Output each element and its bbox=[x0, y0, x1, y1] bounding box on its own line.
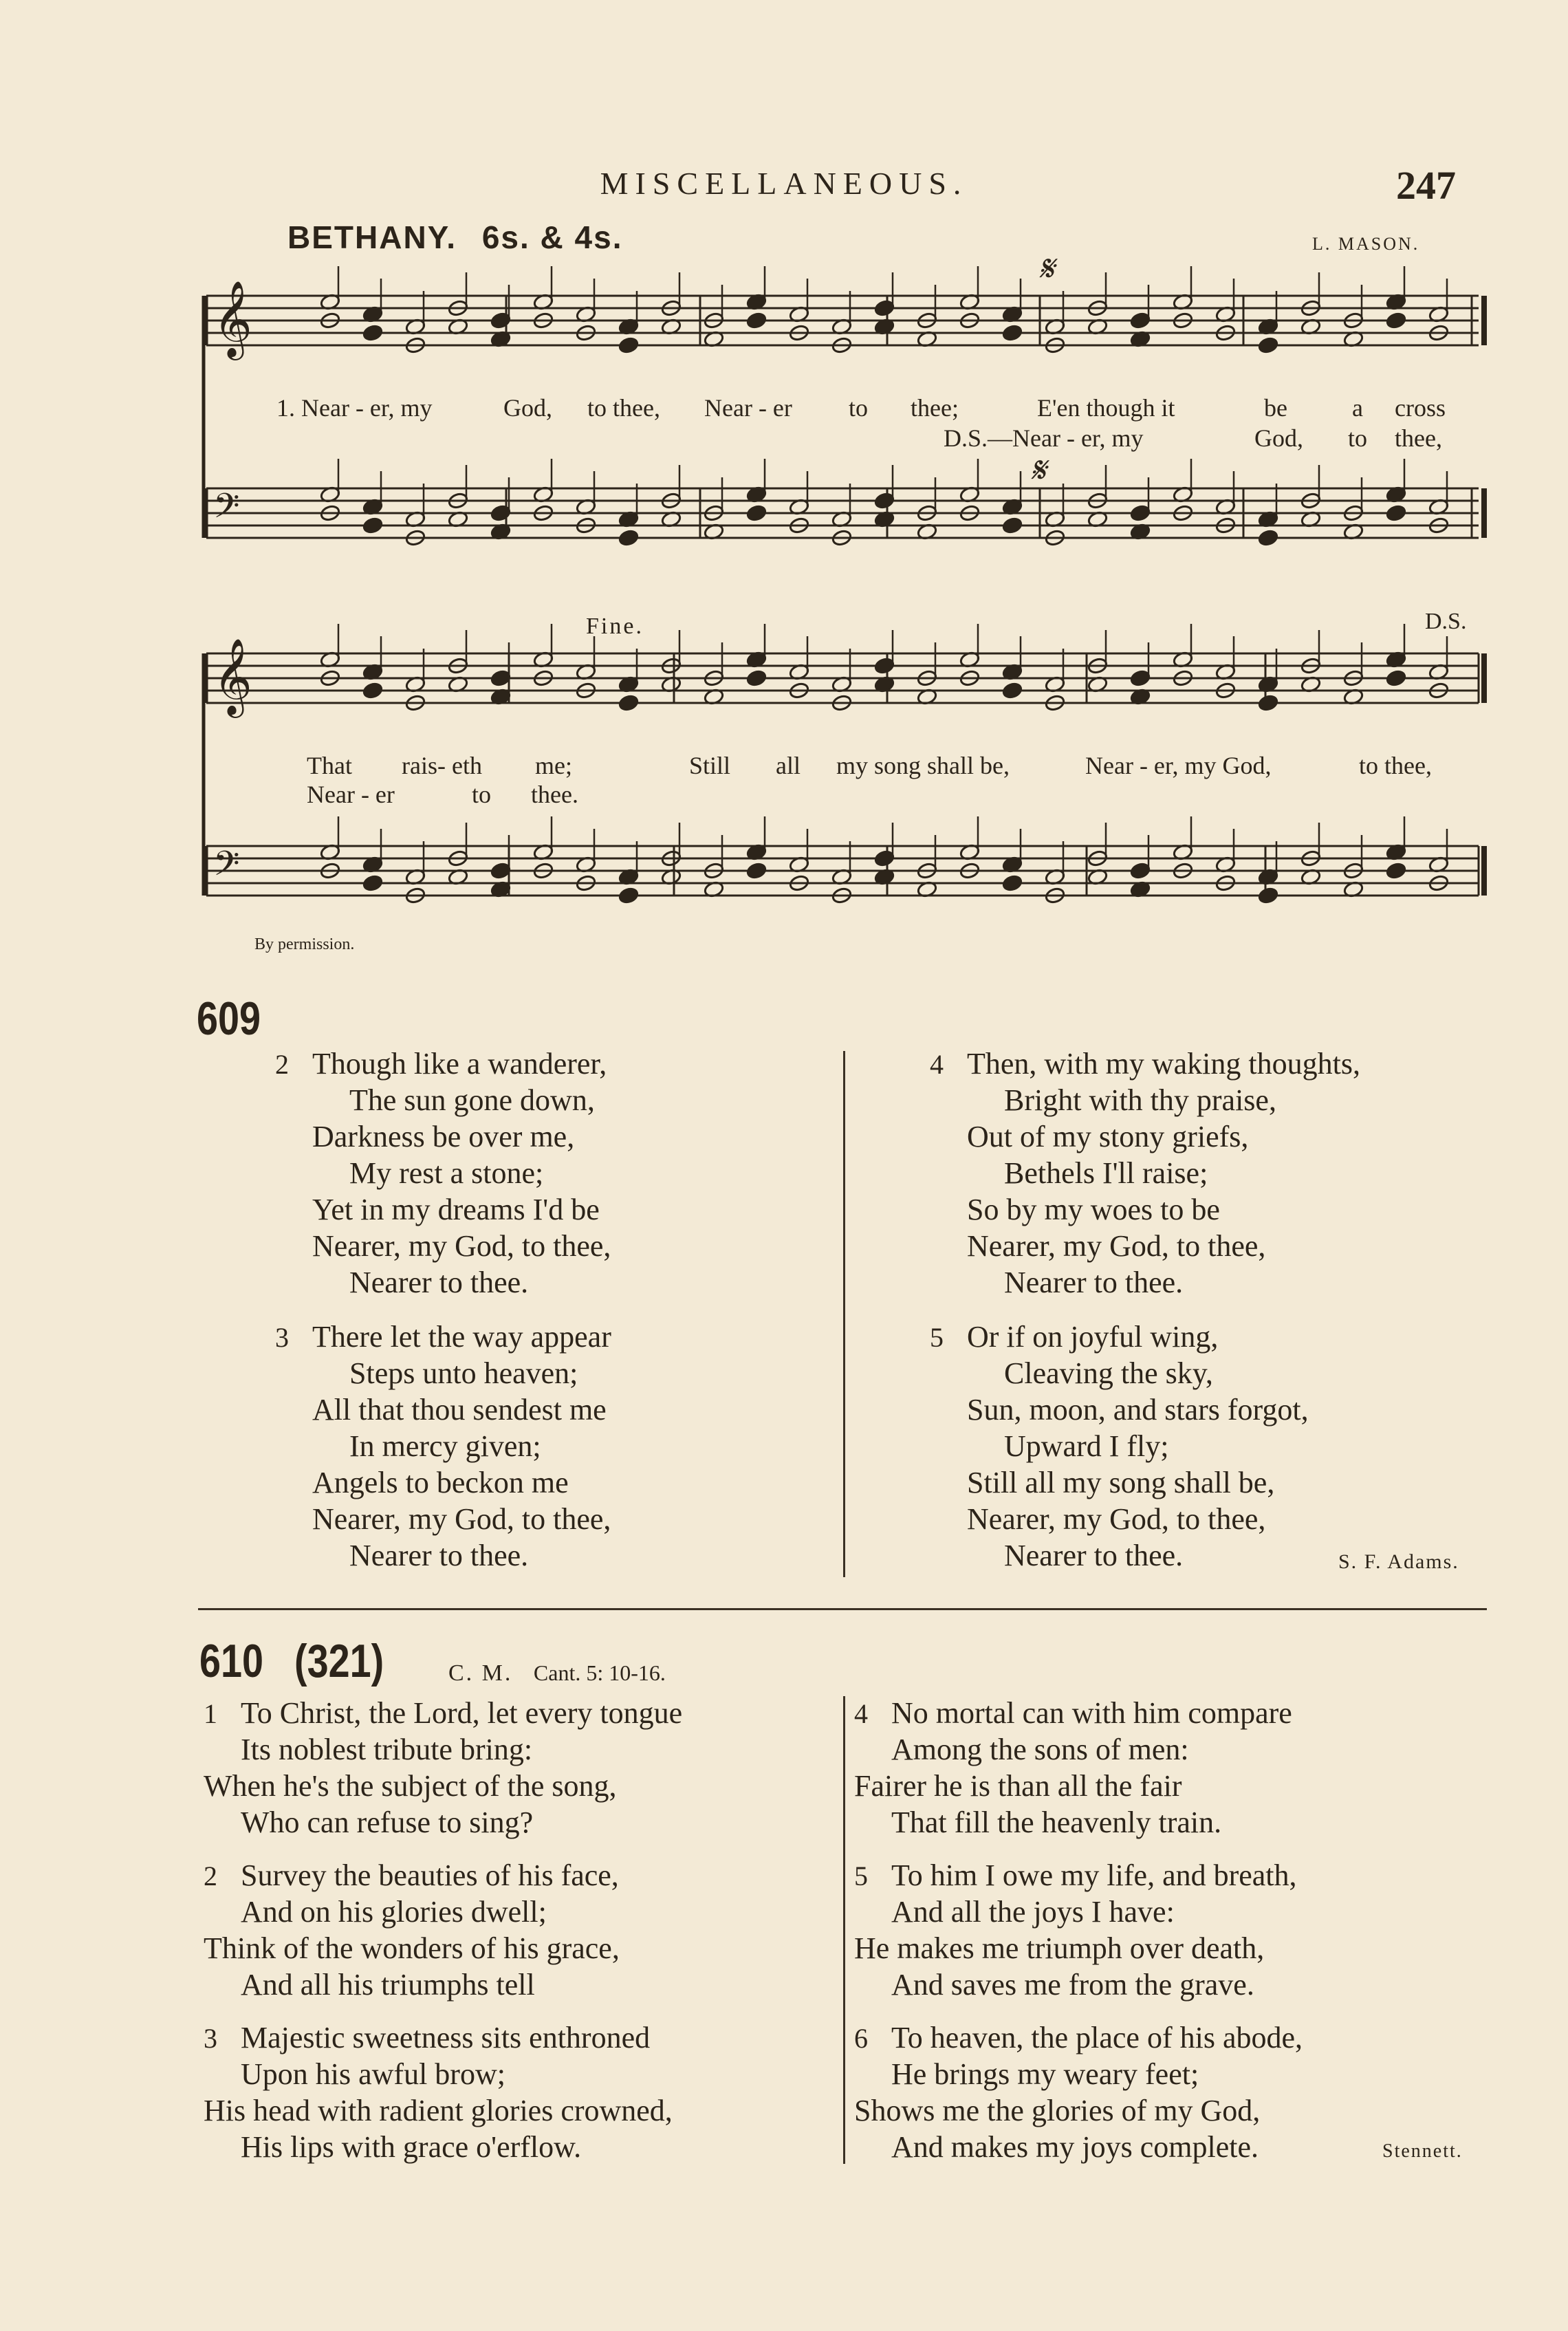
hymn-610-author: Stennett. bbox=[1382, 2140, 1463, 2162]
stanza-line: Nearer, my God, to thee, bbox=[967, 1502, 1266, 1536]
stanza-line: Nearer to thee. bbox=[349, 1539, 529, 1572]
note-icon bbox=[362, 324, 384, 342]
note-icon bbox=[362, 874, 384, 892]
stanza-line: Fairer he is than all the fair bbox=[854, 1769, 1182, 1803]
note-icon bbox=[1002, 682, 1023, 700]
hymn-609-stanza-3 bbox=[275, 1319, 611, 1574]
stanza-line: Survey the beauties of his face, bbox=[241, 1858, 619, 1892]
scripture-ref: Cant. 5: 10-16. bbox=[533, 1660, 666, 1685]
stanza-line: Shows me the glories of my God, bbox=[854, 2094, 1261, 2127]
stanza-line: So by my woes to be bbox=[967, 1193, 1220, 1226]
note-icon bbox=[1258, 694, 1279, 712]
stanza-line: His lips with grace o'erflow. bbox=[241, 2130, 582, 2164]
stanza-line: Bright with thy praise, bbox=[1004, 1083, 1276, 1117]
note-icon bbox=[1130, 504, 1151, 522]
hymn-609-stanza-4 bbox=[930, 1045, 1360, 1301]
stanza-line: His head with radient glories crowned, bbox=[204, 2094, 673, 2127]
hymn-609-author: S. F. Adams. bbox=[1338, 1550, 1459, 1573]
tune-name: BETHANY. bbox=[287, 219, 457, 255]
note-icon bbox=[362, 517, 384, 534]
hymn-610-stanza-2 bbox=[204, 1857, 620, 2003]
tune-meter: 6s. & 4s. bbox=[481, 219, 623, 255]
note-icon bbox=[618, 336, 640, 354]
segno-mark: 𝄋 bbox=[1038, 250, 1054, 289]
stanza-line: Nearer, my God, to thee, bbox=[967, 1229, 1266, 1263]
note-icon bbox=[1386, 669, 1407, 687]
lyric-s1-9: a bbox=[1352, 394, 1363, 422]
note-icon bbox=[746, 504, 767, 522]
note-icon bbox=[874, 849, 895, 867]
stanza-line: Among the sons of men: bbox=[891, 1733, 1189, 1766]
lyric-s2-4: Still bbox=[689, 752, 731, 779]
stanza-number: 5 bbox=[854, 1861, 868, 1891]
hymn-609-stanza-5 bbox=[930, 1319, 1309, 1574]
column-divider-610 bbox=[843, 1696, 845, 2164]
music-score bbox=[0, 0, 1568, 977]
tune-composer: L. MASON. bbox=[1312, 234, 1420, 254]
stanza-line: Nearer to thee. bbox=[1004, 1539, 1184, 1572]
lyric-s2-3: me; bbox=[535, 752, 572, 779]
bass-clef-icon: 𝄢 bbox=[213, 486, 240, 534]
section-title: MISCELLANEOUS. bbox=[600, 166, 968, 201]
segno-mark-bass: 𝄋 bbox=[1030, 451, 1046, 490]
stanza-line: Steps unto heaven; bbox=[349, 1356, 578, 1390]
hymn-609-number: 609 bbox=[197, 993, 261, 1045]
stanza-number: 4 bbox=[854, 1698, 868, 1729]
hymn-separator bbox=[198, 1608, 1487, 1610]
note-icon bbox=[618, 887, 640, 904]
note-icon bbox=[1258, 529, 1279, 547]
stanza-line: Bethels I'll raise; bbox=[1004, 1156, 1208, 1190]
lyric-s1-b1: D.S.—Near - er, my bbox=[944, 424, 1144, 452]
column-divider-609 bbox=[843, 1051, 845, 1577]
hymn-610-stanza-5 bbox=[854, 1857, 1297, 2003]
stanza-line: When he's the subject of the song, bbox=[204, 1769, 617, 1803]
note-icon bbox=[1386, 504, 1407, 522]
hymn-610-stanza-1 bbox=[204, 1695, 682, 1841]
lyric-s1-10: cross bbox=[1395, 394, 1446, 422]
hymn-610-heading bbox=[199, 1634, 404, 1688]
stanza-line: Yet in my dreams I'd be bbox=[312, 1193, 600, 1226]
stanza-line: Nearer to thee. bbox=[349, 1266, 529, 1299]
note-icon bbox=[618, 694, 640, 712]
fine-mark: Fine. bbox=[586, 614, 644, 639]
stanza-line: He brings my weary feet; bbox=[891, 2057, 1199, 2091]
note-icon bbox=[1130, 669, 1151, 687]
stanza-line: To heaven, the place of his abode, bbox=[891, 2021, 1303, 2054]
stanza-number: 4 bbox=[930, 1049, 944, 1080]
lyric-s2-b1: Near - er bbox=[307, 781, 395, 808]
stanza-number: 3 bbox=[275, 1322, 289, 1353]
hymn-610-ref-number: (321) bbox=[294, 1635, 384, 1687]
stanza-number: 5 bbox=[930, 1322, 944, 1353]
note-icon bbox=[1002, 517, 1023, 534]
stanza-line: That fill the heavenly train. bbox=[891, 1806, 1222, 1839]
stanza-line: Out of my stony griefs, bbox=[967, 1120, 1249, 1153]
stanza-line: And makes my joys complete. bbox=[891, 2130, 1259, 2164]
note-icon bbox=[874, 299, 895, 317]
lyric-s2-2: rais- eth bbox=[402, 752, 482, 779]
stanza-line: Though like a wanderer, bbox=[312, 1047, 607, 1081]
stanza-line: Then, with my waking thoughts, bbox=[967, 1047, 1360, 1081]
stanza-line: Majestic sweetness sits enthroned bbox=[241, 2021, 651, 2054]
note-icon bbox=[362, 682, 384, 700]
stanza-line: In mercy given; bbox=[349, 1429, 541, 1463]
stanza-line: The sun gone down, bbox=[349, 1083, 595, 1117]
lyric-s1-2: God, bbox=[503, 394, 552, 422]
note-icon bbox=[1130, 862, 1151, 880]
stanza-line: My rest a stone; bbox=[349, 1156, 544, 1190]
stanza-line: Darkness be over me, bbox=[312, 1120, 575, 1153]
stanza-line: Nearer to thee. bbox=[1004, 1266, 1184, 1299]
note-icon bbox=[490, 504, 512, 522]
note-icon bbox=[1002, 324, 1023, 342]
stanza-line: No mortal can with him compare bbox=[891, 1696, 1292, 1730]
stanza-line: Upon his awful brow; bbox=[241, 2057, 505, 2091]
stanza-line: Or if on joyful wing, bbox=[967, 1320, 1219, 1354]
stanza-line: All that thou sendest me bbox=[312, 1393, 607, 1427]
stanza-line: And on his glories dwell; bbox=[241, 1895, 547, 1929]
stanza-line: And saves me from the grave. bbox=[891, 1968, 1254, 2002]
stanza-line: Upward I fly; bbox=[1004, 1429, 1169, 1463]
lyric-s2-5: all bbox=[776, 752, 801, 779]
stanza-line: To him I owe my life, and breath, bbox=[891, 1858, 1297, 1892]
lyric-s1-6: thee; bbox=[911, 394, 959, 422]
stanza-line: Its noblest tribute bring: bbox=[241, 1733, 533, 1766]
permission-note: By permission. bbox=[254, 935, 355, 953]
note-icon bbox=[1130, 312, 1151, 329]
page-number: 247 bbox=[1396, 163, 1456, 208]
note-icon bbox=[746, 862, 767, 880]
hymn-610-stanza-4 bbox=[854, 1695, 1292, 1841]
lyric-s1-5: to bbox=[849, 394, 869, 422]
stanza-line: He makes me triumph over death, bbox=[854, 1931, 1265, 1965]
treble-clef-icon: 𝄞 bbox=[213, 638, 252, 715]
lyric-s2-7: Near - er, my God, bbox=[1085, 752, 1272, 779]
stanza-line: And all the joys I have: bbox=[891, 1895, 1175, 1929]
note-icon bbox=[490, 312, 512, 329]
stanza-line: Think of the wonders of his grace, bbox=[204, 1931, 620, 1965]
stanza-line: Cleaving the sky, bbox=[1004, 1356, 1213, 1390]
hymn-610-stanza-3 bbox=[204, 2019, 673, 2165]
lyric-s2-b3: thee. bbox=[531, 781, 578, 808]
stanza-number: 2 bbox=[275, 1049, 289, 1080]
lyric-s1-b4: thee, bbox=[1395, 424, 1442, 452]
lyric-s1-4: Near - er bbox=[704, 394, 792, 422]
hymn-610-meter bbox=[448, 1660, 666, 1687]
lyric-s2-8: to thee, bbox=[1359, 752, 1432, 779]
stanza-line: Still all my song shall be, bbox=[967, 1466, 1275, 1499]
note-icon bbox=[1258, 336, 1279, 354]
meter-label: C. M. bbox=[448, 1660, 513, 1686]
note-icon bbox=[874, 657, 895, 675]
stanza-line: Angels to beckon me bbox=[312, 1466, 569, 1499]
note-icon bbox=[1258, 887, 1279, 904]
lyric-s1-8: be bbox=[1264, 394, 1287, 422]
lyric-s1-1: 1. Near - er, my bbox=[276, 394, 433, 422]
stanza-line: Who can refuse to sing? bbox=[241, 1806, 534, 1839]
hymn-609-stanza-2 bbox=[275, 1045, 611, 1301]
note-icon bbox=[746, 312, 767, 329]
hymn-610-stanza-6 bbox=[854, 2019, 1303, 2165]
lyric-s2-b2: to bbox=[472, 781, 492, 808]
stanza-number: 6 bbox=[854, 2023, 868, 2054]
treble-clef-icon: 𝄞 bbox=[213, 280, 252, 357]
note-icon bbox=[618, 529, 640, 547]
stanza-number: 2 bbox=[204, 1861, 217, 1891]
note-icon bbox=[1386, 862, 1407, 880]
lyric-s2-6: my song shall be, bbox=[836, 752, 1010, 779]
stanza-number: 1 bbox=[204, 1698, 217, 1729]
lyric-s1-3: to thee, bbox=[587, 394, 660, 422]
note-icon bbox=[746, 669, 767, 687]
hymn-610-number: 610 bbox=[199, 1635, 264, 1687]
stanza-line: To Christ, the Lord, let every tongue bbox=[241, 1696, 683, 1730]
lyric-s2-1: That bbox=[307, 752, 352, 779]
note-icon bbox=[874, 492, 895, 510]
lyric-s1-b2: God, bbox=[1254, 424, 1303, 452]
stanza-line: Nearer, my God, to thee, bbox=[312, 1229, 611, 1263]
stanza-number: 3 bbox=[204, 2023, 217, 2054]
note-icon bbox=[1386, 312, 1407, 329]
ds-mark: D.S. bbox=[1425, 609, 1467, 634]
lyric-s1-7: E'en though it bbox=[1037, 394, 1175, 422]
bass-clef-icon: 𝄢 bbox=[213, 844, 240, 892]
stanza-line: Nearer, my God, to thee, bbox=[312, 1502, 611, 1536]
lyric-s1-b3: to bbox=[1348, 424, 1368, 452]
stanza-line: Sun, moon, and stars forgot, bbox=[967, 1393, 1309, 1427]
note-icon bbox=[1002, 874, 1023, 892]
stanza-line: There let the way appear bbox=[312, 1320, 611, 1354]
stanza-line: And all his triumphs tell bbox=[241, 1968, 535, 2002]
